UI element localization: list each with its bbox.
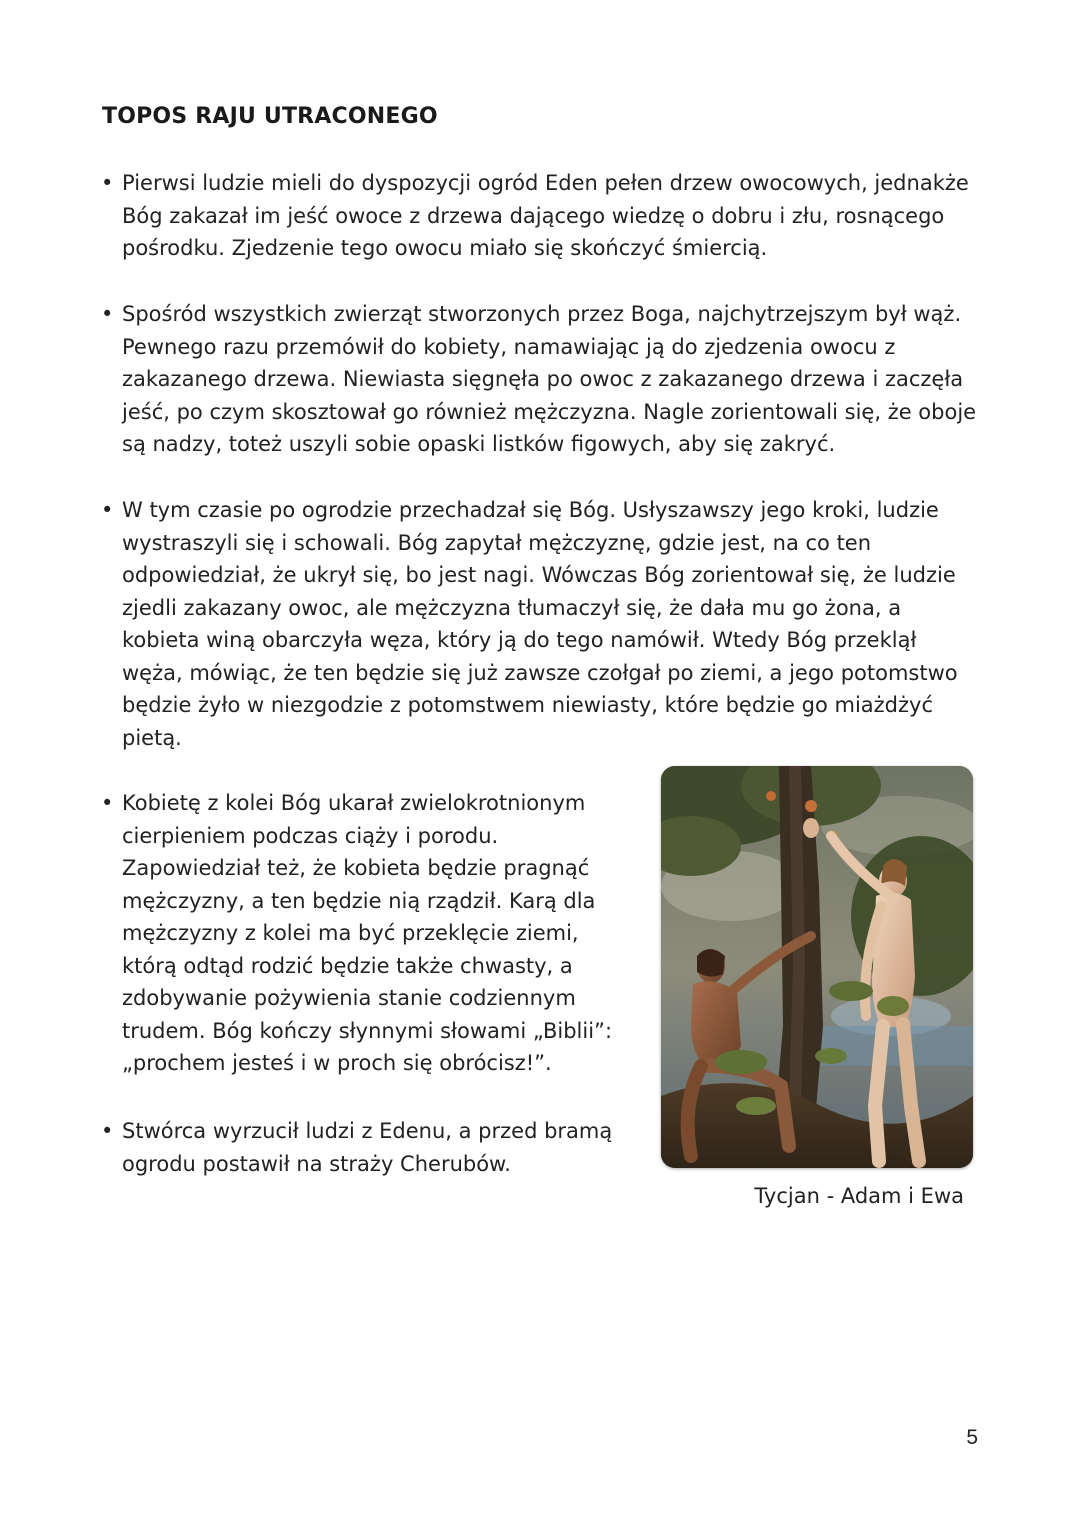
image-caption: Tycjan - Adam i Ewa	[754, 1184, 964, 1208]
paragraph-text: Stwórca wyrzucił ludzi z Edenu, a przed bramą ogrodu postawił na straży Cherubów.	[122, 1119, 613, 1176]
painting-illustration	[661, 766, 973, 1168]
list-item	[101, 167, 981, 265]
paragraph-text: Pierwsi ludzie mieli do dyspozycji ogród Eden pełen drzew owocowych, jednakże Bóg zakazał im jeść owoce z drzewa dającego wiedzę o dobru i złu, rosnącego pośrodku. Zjedzenie tego owocu miało się skończyć śmiercią.	[122, 171, 969, 260]
bullet-icon: •	[101, 302, 114, 326]
list-item	[101, 1115, 631, 1180]
page-number: 5	[966, 1426, 978, 1449]
bullet-icon: •	[101, 791, 114, 815]
list-item	[101, 298, 981, 461]
paragraph-text: Kobietę z kolei Bóg ukarał zwielokrotnionym cierpieniem podczas ciąży i porodu. Zapowiedział też, że kobieta będzie pragnąć mężczyzny, a ten będzie nią rządził. Karą dla mężczyzny z kolei ma być przeklęcie ziemi, którą odtąd rodzić będzie także chwasty, a zdobywanie pożywienia stanie codziennym trudem. Bóg kończy słynnymi słowami „Biblii”: „prochem jesteś i w proch się obrócisz!”.	[122, 791, 613, 1075]
painting-image	[661, 766, 973, 1168]
bullet-icon: •	[101, 1119, 114, 1143]
paragraph-text: W tym czasie po ogrodzie przechadzał się Bóg. Usłyszawszy jego kroki, ludzie wystraszyli się i schowali. Bóg zapytał mężczyznę, gdzie jest, na co ten odpowiedział, że ukrył się, bo jest nagi. Wówczas Bóg zorientował się, że ludzie zjedli zakazany owoc, ale mężczyzna tłumaczył się, że dała mu go żona, a kobieta winą obarczyła węza, który ją do tego namówił. Wtedy Bóg przeklął węża, mówiąc, że ten będzie się już zawsze czołgał po ziemi, a jego potomstwo będzie żyło w niezgodzie z potomstwem niewiasty, które będzie go miażdżyć pietą.	[122, 498, 958, 750]
bullet-icon: •	[101, 498, 114, 522]
paragraph-text: Spośród wszystkich zwierząt stworzonych przez Boga, najchytrzejszym był wąż. Pewnego razu przemówił do kobiety, namawiając ją do zjedzenia owocu z zakazanego drzewa. Niewiasta sięgnęła po owoc z zakazanego drzewa i zaczęła jeść, po czym skosztował go również mężczyzna. Nagle zorientowali się, że oboje są nadzy, toteż uszyli sobie opaski listków figowych, aby się zakryć.	[122, 302, 977, 456]
page-title: TOPOS RAJU UTRACONEGO	[102, 104, 438, 129]
list-item	[101, 494, 981, 754]
bullet-icon: •	[101, 171, 114, 195]
list-item	[101, 787, 631, 1080]
